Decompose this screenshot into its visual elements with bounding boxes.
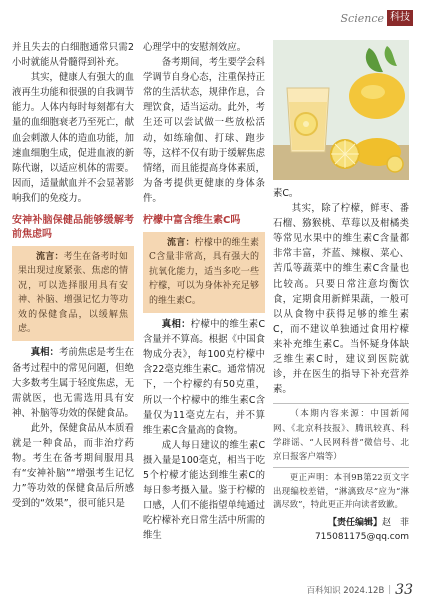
truth-label: 真相： [161,319,191,331]
paragraph: 其实，健康人有强大的血液再生功能和很强的自我调节能力。人体内每时每刻都有大量的血细胞衰老乃至死亡，献血会刺激人体的造血功能，加速血细胞生成，促进血液的新陈代谢，以适应机体的需要。因而，适量献血并不会显著影响我们的免疫力。 [12,72,134,204]
truth-text: 考前焦虑是考生在备考过程中的常见问题，但绝大多数考生属于轻度焦虑，无需就医，也无需选用具有安神、补脑等功效的保健食品。 [12,347,134,419]
page-number: 33 [395,582,413,598]
rumor-box [12,246,134,341]
issue-label: 百科知识 2024.12B [306,586,385,596]
editor-name: 赵 菲 [381,517,409,528]
correction-text: 更正声明：本刊9B第22页文字出现编校差错，“淋漓致尽”应为“淋漓尽致”，特此更正并向读者致歉。 [273,472,409,510]
paragraph: 此外，保健食品从本质看就是一种食品，而非治疗药物。考生在备考期间服用具有“安神补脑”“增强考生记忆力”等功效的保健食品后所感受到的“效果”，很可能只是 [12,422,134,510]
column-3 [273,186,409,544]
lemon-illustration [273,40,409,180]
paragraph: 其实，除了柠檬，鲜枣、番石榴、猕猴桃、草莓以及柑橘类等常见水果中的维生素C含量都非常丰富，芥蓝、辣椒、菜心、苦瓜等蔬菜中的维生素C含量也比较高。只要日常注意均衡饮食，定期食用新鲜果蔬，一般可以从食物中获得足够的维生素C，而不建议单独通过食用柠檬来补充维生素C。当怀疑身体缺乏维生素C时，建议到医院就诊，并在医生的指导下补充营养素。 [273,203,409,396]
lemon-photo [273,40,409,180]
footer-divider: | [388,585,392,595]
rumor-box [143,232,265,313]
section-title-cn: 科技 [387,10,413,26]
source-text: （本期内容来源：中国新闻网、《北京科技报》、腾讯较真、科学辟谣、“人民网科普”微信号、北京日报客户端等） [273,409,409,462]
correction-notice [273,471,409,512]
section-header [341,8,413,28]
editor-email: 715081175@qq.com [314,531,409,542]
subheading: 柠檬中富含维生素C吗 [143,215,241,227]
column-1 [12,40,134,512]
paragraph: 心理学中的安慰剂效应。 [143,42,247,53]
column-2 [143,40,265,543]
source-note [273,403,409,468]
page-footer [307,582,413,598]
editor-label: 【责任编辑】 [327,517,382,528]
subheading: 安神补脑保健品能够缓解考前焦虑吗 [12,215,134,241]
paragraph: 素C。 [273,188,299,199]
rumor-label: 流言： [167,238,195,249]
editor-credit [273,516,409,544]
truth-label: 真相： [30,347,59,359]
rumor-text: 考生在备考时如果出现过度紧张、焦虑的情况，可以选择服用具有安神、补脑、增强记忆力等功效的保健食品，以缓解焦虑。 [18,252,128,335]
rumor-text: 柠檬中的维生素C含量非常高，具有强大的抗氧化能力，适当多吃一些柠檬，可以为身体补充足够的维生素C。 [149,238,259,306]
paragraph: 成人每日建议的维生素C摄入量是100毫克，相当于吃5个柠檬才能达到维生素C的每日参考摄入量。鉴于柠檬的口感，人们不能指望单纯通过吃柠檬补充日常生活中所需的维生 [143,439,265,542]
section-title-en: Science [340,11,384,25]
rumor-label: 流言： [36,252,64,263]
paragraph: 备考期间，考生要学会科学调节自身心态，注重保持正常的生活状态，规律作息，合理饮食，适当运动。此外，考生还可以尝试做一些放松活动，如练瑜伽、打球、跑步等，这样不仅有助于缓解焦虑情绪，而且能提高身体素质，为备考提供更健康的身体条件。 [143,57,265,204]
truth-text: 柠檬中的维生素C含量并不算高。根据《中国食物成分表》，每100克柠檬中含22毫克维生素C。通常情况下，一个柠檬约有50克重，所以一个柠檬中的维生素C含量仅为11毫克左右，并不算维生素C含量高的食物。 [143,319,265,436]
paragraph: 并且失去的白细胞通常只需2小时就能从骨髓得到补充。 [12,42,134,69]
